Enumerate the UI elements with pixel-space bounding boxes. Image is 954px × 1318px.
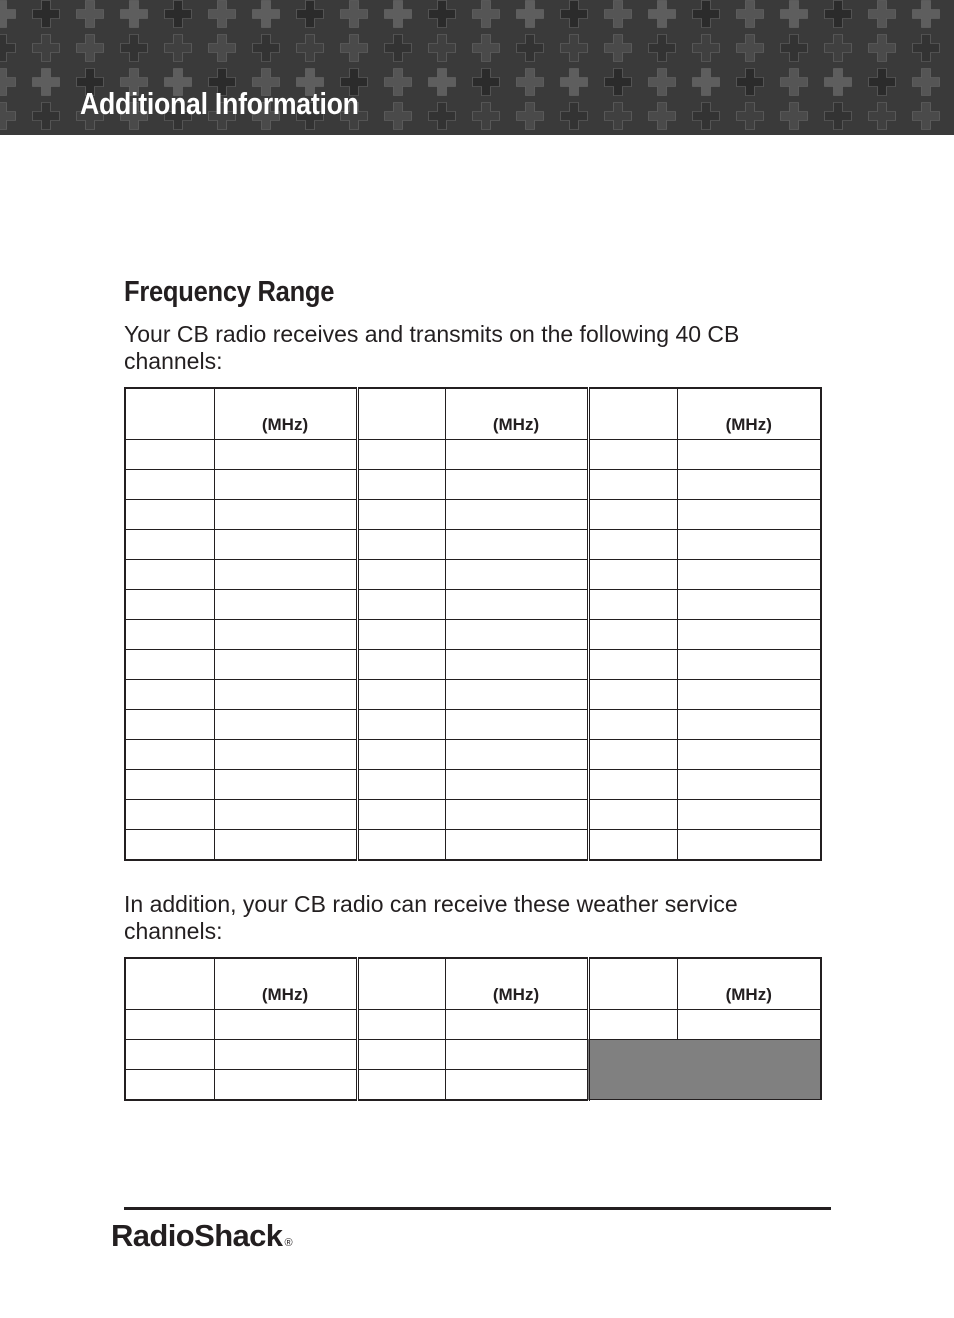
table-cell [357,439,445,469]
table-cell [357,739,445,769]
cross-shape [33,1,60,28]
table-cell [588,1009,677,1039]
cross-shape [781,103,808,130]
table-row [125,1039,821,1069]
table-row [125,1009,821,1039]
cross-shape [737,1,764,28]
table-cell [588,709,677,739]
cross-shape [33,103,60,130]
cross-shape [33,69,60,96]
cross-shape [649,35,676,62]
table-cell [445,559,588,589]
cross-shape [429,35,456,62]
table-cell [214,1069,357,1100]
table-cell [445,679,588,709]
cross-shape [737,69,764,96]
table-cell [588,799,677,829]
cb-channel-table [124,387,822,861]
cross-shape [517,35,544,62]
cross-shape [473,69,500,96]
table-row [125,709,821,739]
table-cell [677,529,821,559]
cross-shape [429,69,456,96]
cross-shape [869,103,896,130]
table-cell [125,589,214,619]
page-title: Additional Information [80,86,359,121]
cross-shape [781,35,808,62]
cross-shape [121,1,148,28]
weather-channel-table [124,957,822,1101]
cross-shape [693,69,720,96]
table-cell [677,709,821,739]
table-cell [214,679,357,709]
table-row [125,499,821,529]
table-cell [677,799,821,829]
table-row [125,679,821,709]
table-cell [357,769,445,799]
cross-shape [341,35,368,62]
table-cell [214,469,357,499]
cross-shape [473,1,500,28]
table-cell [677,679,821,709]
table-cell [214,439,357,469]
table-cell [125,439,214,469]
table-cell [125,1009,214,1039]
cross-shape [605,35,632,62]
table-cell [214,589,357,619]
weather-paragraph: In addition, your CB radio can receive these weather service channels: [124,891,738,944]
table-cell [588,469,677,499]
cross-shape [825,1,852,28]
cross-shape [561,69,588,96]
cross-shape [561,103,588,130]
table-cell [588,679,677,709]
table-cell [445,799,588,829]
table-cell [588,559,677,589]
cross-shape [825,69,852,96]
table-cell [445,649,588,679]
cross-shape [0,35,16,62]
table-cell [445,529,588,559]
cross-shape [693,103,720,130]
column-header: (MHz) [445,388,588,439]
table-cell [588,619,677,649]
table-cell [357,709,445,739]
cross-shape [825,103,852,130]
cross-shape [385,1,412,28]
table-cell [125,619,214,649]
table-row [125,769,821,799]
table-cell [125,679,214,709]
footer-rule [124,1207,831,1210]
cross-shape [209,35,236,62]
column-header [357,958,445,1009]
cross-shape [165,35,192,62]
section-title: Frequency Range [124,276,335,308]
table-cell [677,829,821,860]
table-cell [677,469,821,499]
table-cell [677,589,821,619]
table-row [125,589,821,619]
table-cell [357,1069,445,1100]
table-cell [677,499,821,529]
shaded-empty-cell [588,1039,821,1100]
table-cell [677,1009,821,1039]
intro-paragraph: Your CB radio receives and transmits on the following 40 CB channels: [124,321,740,374]
cross-shape [913,69,940,96]
table-cell [125,559,214,589]
table-cell [214,559,357,589]
column-header: (MHz) [214,958,357,1009]
cross-shape [869,35,896,62]
header-banner [0,0,954,135]
table-cell [125,529,214,559]
table-cell [445,709,588,739]
cross-shape [561,35,588,62]
cross-shape [165,1,192,28]
table-header-row [125,958,821,1009]
table-cell [588,769,677,799]
table-cell [214,799,357,829]
cross-shape [0,103,16,130]
cross-shape [605,69,632,96]
table-cell [588,499,677,529]
cross-shape [737,103,764,130]
table-cell [125,739,214,769]
cross-shape [0,69,16,96]
column-header: (MHz) [445,958,588,1009]
table-cell [125,1039,214,1069]
table-row [125,529,821,559]
cross-shape [869,1,896,28]
cross-shape [913,103,940,130]
table-cell [445,499,588,529]
column-header [357,388,445,439]
table-cell [125,499,214,529]
table-header-row [125,388,821,439]
table-cell [357,619,445,649]
table-cell [125,799,214,829]
cross-shape [649,69,676,96]
column-header [588,388,677,439]
cross-shape [341,1,368,28]
table-cell [214,619,357,649]
table-cell [445,1069,588,1100]
column-header [588,958,677,1009]
table-cell [588,649,677,679]
table-cell [357,799,445,829]
table-row [125,739,821,769]
table-cell [357,679,445,709]
table-cell [677,439,821,469]
table-cell [677,649,821,679]
cross-shape [693,35,720,62]
cross-shape [561,1,588,28]
table-cell [214,529,357,559]
cross-shape [649,1,676,28]
cross-shape [781,69,808,96]
cross-shape [517,1,544,28]
cross-shape [517,103,544,130]
table-cell [125,829,214,860]
table-cell [677,739,821,769]
table-cell [357,469,445,499]
table-row [125,799,821,829]
table-cell [125,769,214,799]
table-cell [125,709,214,739]
table-row [125,469,821,499]
table-cell [214,739,357,769]
table-cell [445,589,588,619]
table-row [125,619,821,649]
cross-shape [473,103,500,130]
table-cell [677,619,821,649]
table-cell [214,769,357,799]
registered-mark: ® [284,1237,292,1249]
table-cell [125,1069,214,1100]
cross-shape [737,35,764,62]
cross-shape [253,1,280,28]
column-header: (MHz) [677,388,821,439]
cross-shape [77,1,104,28]
table-cell [125,649,214,679]
table-cell [588,739,677,769]
table-cell [214,829,357,860]
table-cell [357,559,445,589]
table-row [125,559,821,589]
column-header [125,388,214,439]
cross-shape [429,1,456,28]
cross-shape [869,69,896,96]
cross-shape [77,35,104,62]
cross-shape [209,1,236,28]
table-cell [445,829,588,860]
cross-shape [297,1,324,28]
column-header: (MHz) [677,958,821,1009]
cross-shape [33,35,60,62]
table-cell [445,469,588,499]
table-cell [445,1009,588,1039]
table-cell [445,769,588,799]
table-cell [357,649,445,679]
column-header [125,958,214,1009]
cross-shape [473,35,500,62]
table-cell [357,1009,445,1039]
cross-shape [781,1,808,28]
table-cell [357,589,445,619]
table-cell [588,829,677,860]
cross-shape [605,1,632,28]
cross-shape [605,103,632,130]
cross-shape [297,35,324,62]
table-cell [588,439,677,469]
cross-shape [913,1,940,28]
table-cell [677,769,821,799]
table-cell [445,619,588,649]
cross-shape [429,103,456,130]
table-cell [445,1039,588,1069]
table-cell [214,1039,357,1069]
table-cell [214,649,357,679]
cross-shape [0,1,16,28]
table-cell [357,829,445,860]
table-cell [588,589,677,619]
table-cell [214,1009,357,1039]
table-row [125,439,821,469]
cross-shape [825,35,852,62]
cross-shape [693,1,720,28]
table-cell [214,499,357,529]
table-cell [588,529,677,559]
cross-shape [385,103,412,130]
table-cell [677,559,821,589]
cross-shape [517,69,544,96]
column-header: (MHz) [214,388,357,439]
table-cell [445,439,588,469]
table-cell [445,739,588,769]
brand-name: RadioShack [111,1218,283,1253]
cross-shape [385,69,412,96]
cross-shape [253,35,280,62]
table-row [125,649,821,679]
cross-shape [385,35,412,62]
radioshack-logo [111,1218,292,1254]
table-cell [357,499,445,529]
cross-shape [649,103,676,130]
table-cell [125,469,214,499]
table-cell [214,709,357,739]
table-cell [357,1039,445,1069]
cross-shape [913,35,940,62]
cross-shape [121,35,148,62]
table-cell [357,529,445,559]
table-row [125,829,821,860]
